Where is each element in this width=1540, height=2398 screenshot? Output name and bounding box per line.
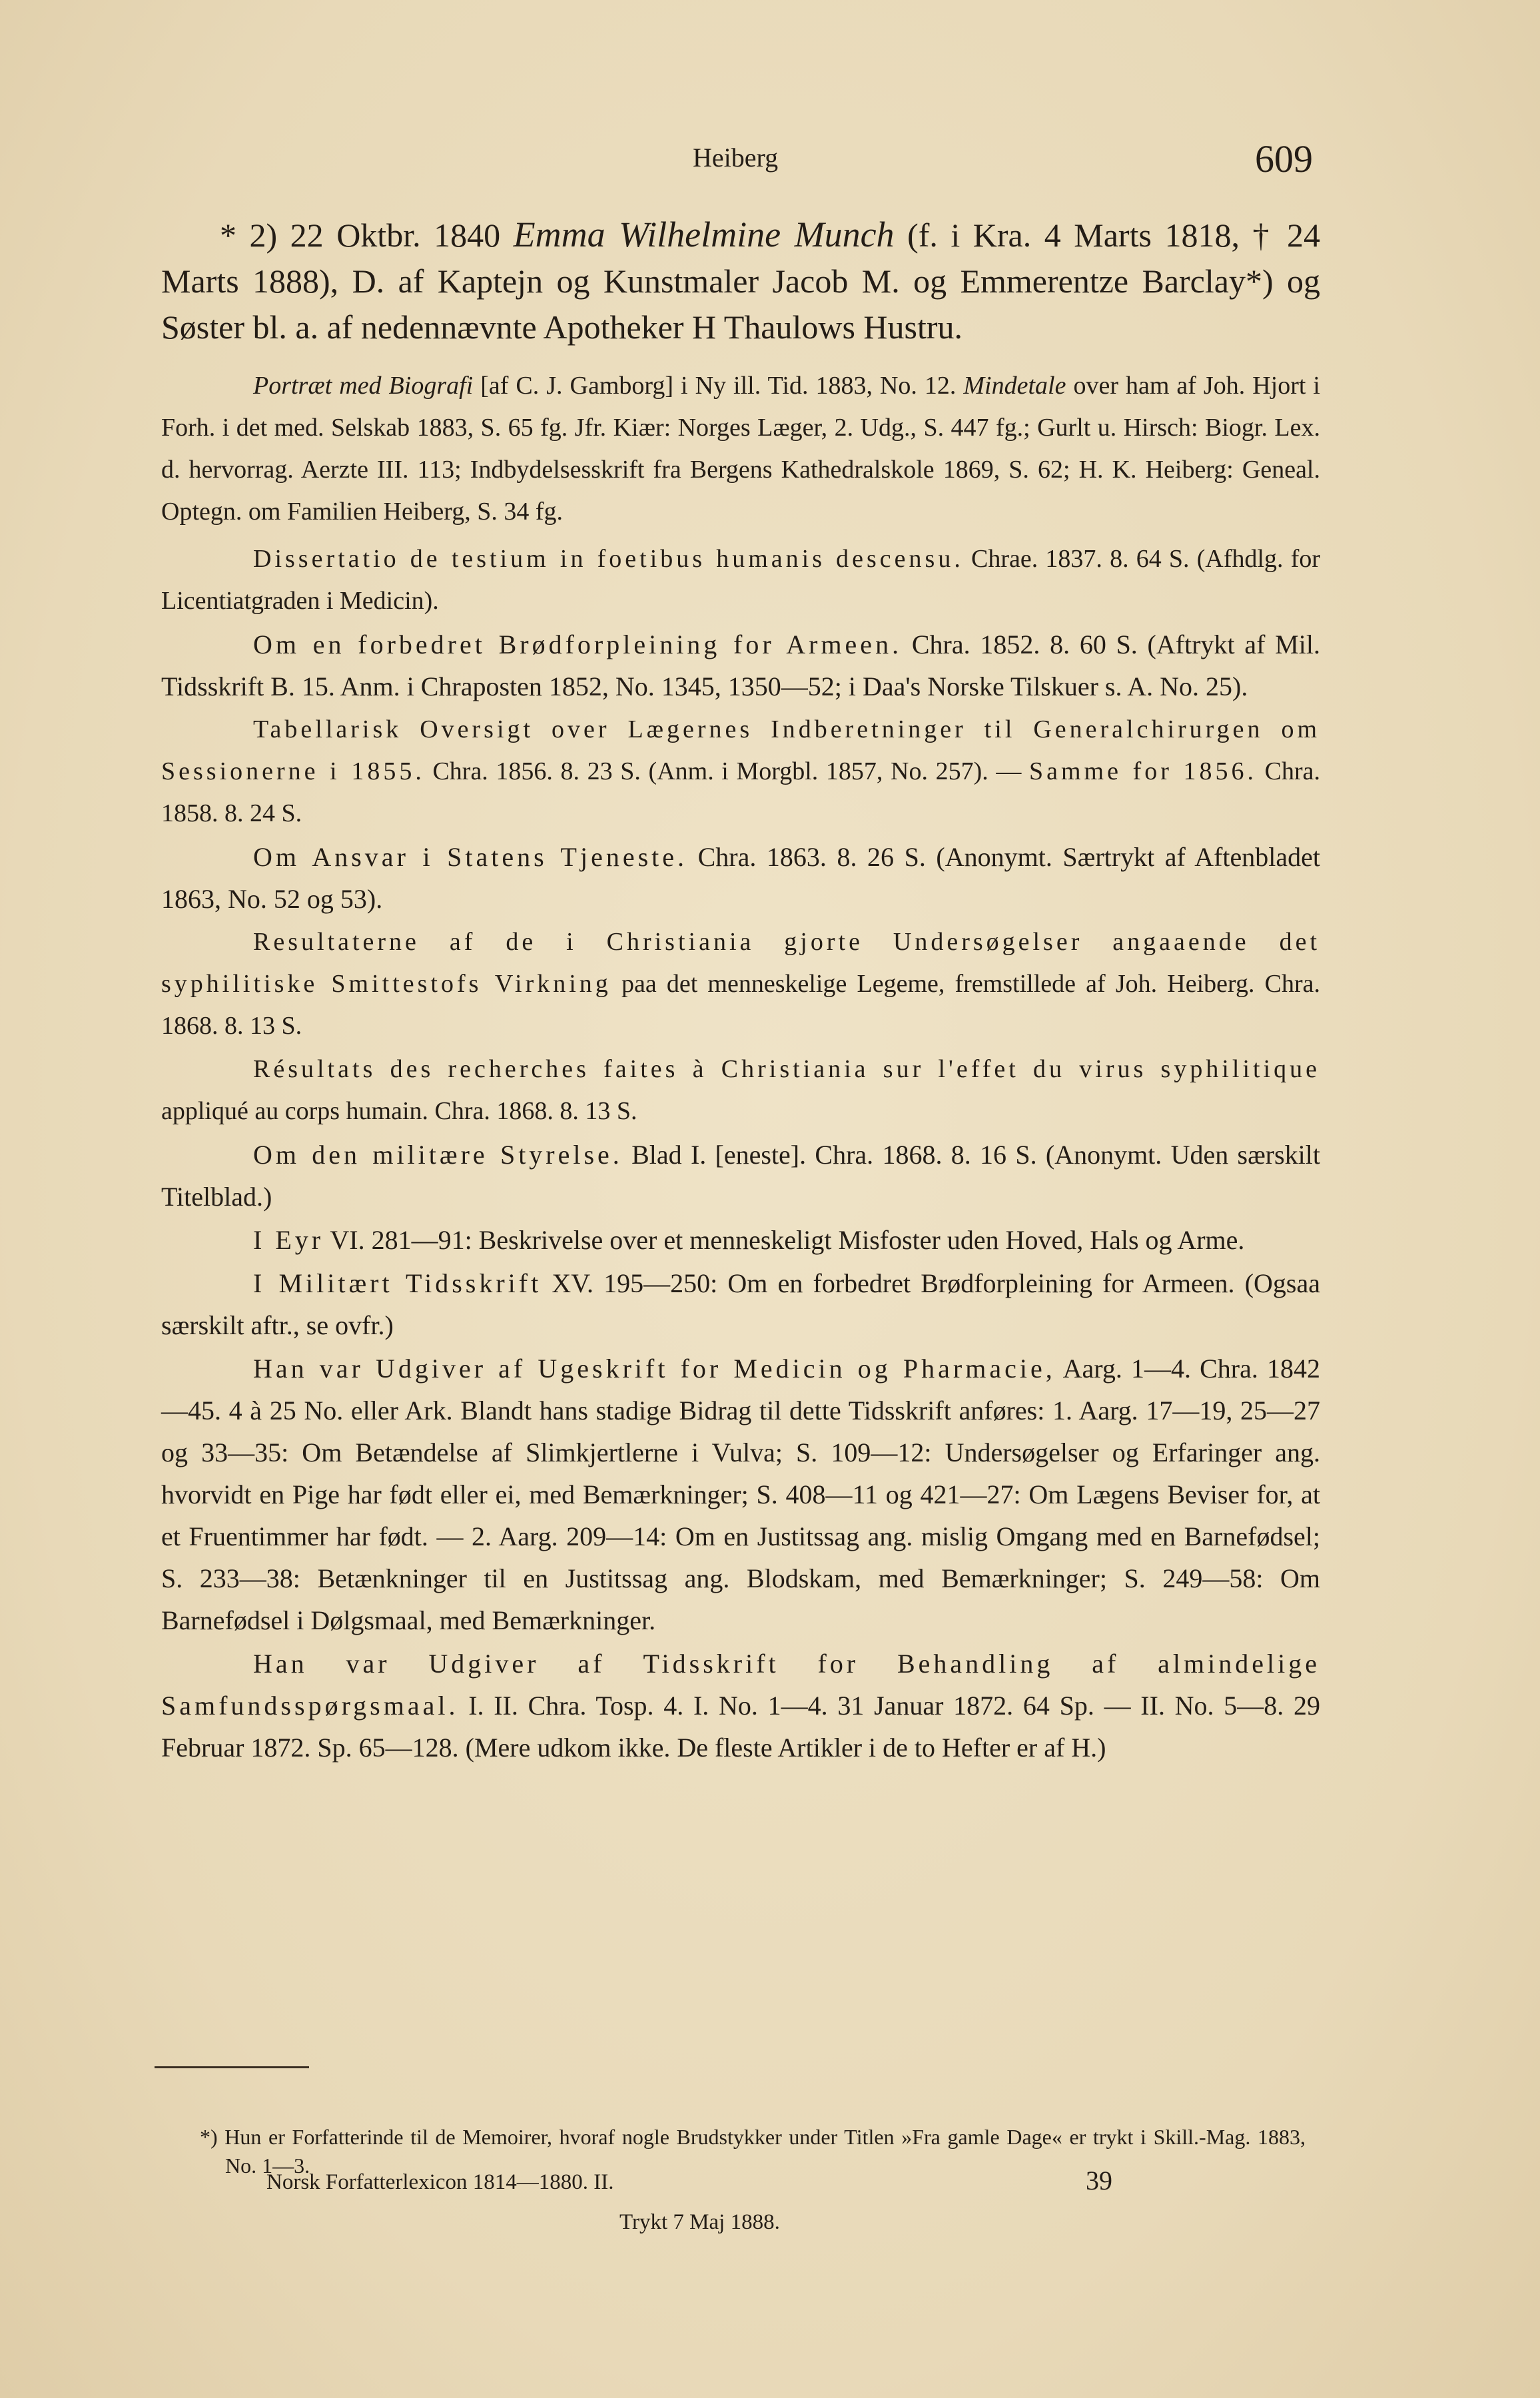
work-entry (161, 538, 1320, 622)
work-details: paa det menneskelige Legeme, fremstillede af Joh. Heiberg. Chra. 1868. 8. 13 S. (161, 970, 1321, 1040)
work-entry (161, 1048, 1320, 1132)
signature-number: 39 (1086, 2166, 1112, 2196)
marriage-entry (161, 212, 1320, 350)
work-entry (161, 1348, 1320, 1641)
work-entry (161, 709, 1320, 835)
work-title: Han var Udgiver af Ugeskrift for Medicin og Pharmacie, (253, 1354, 1056, 1384)
work-entry (161, 836, 1320, 920)
work-details: I. II. Chra. Tosp. 4. I. No. 1—4. 31 Januar 1872. 64 Sp. — II. No. 5—8. 29 Februar 1872. Sp. 65—128. (Mere udkom ikke. De fleste Artikler i de to Hefter er af H.) (161, 1691, 1320, 1763)
marriage-details: (f. i Kra. 4 Marts 1818, † 24 Marts 1888), D. af Kaptejn og Kunstmaler Jacob M. og Emmerentze Barclay*) og Søster bl. a. af nedennævnte Apotheker H Thaulows Hustru. (161, 216, 1320, 346)
work-title: Han var Udgiver af Tidsskrift for Behandling af almindelige Samfundsspørgsmaal. (161, 1649, 1320, 1721)
work-title: Tabellarisk Oversigt over Lægernes Indberetninger til Generalchirurgen om Sessionerne i 1855. (161, 715, 1320, 785)
work-entry (161, 623, 1320, 707)
footnote: *) Hun er Forfatterinde til de Memoirer, hvoraf nogle Brudstykker under Titlen »Fra gamle Dage« er trykt i Skill.-Mag. 1883, No. 1—3. (200, 2125, 1306, 2178)
work-entry (161, 1219, 1320, 1261)
work-details: Aarg. 1—4. Chra. 1842—45. 4 à 25 No. eller Ark. Blandt hans stadige Bidrag til dette Tidsskrift anføres: 1. Aarg. 17—19, 25—27 og 33—35: Om Betændelse af Slimkjertlerne i Vulva; S. 109—12: Undersøgelser og Erfaringer ang. hvorvidt en Pige har født eller ei, med Bemærkninger; S. 408—11 og 421—27: Om Lægens Beviser for, at et Fruentimmer har født. — 2. Aarg. 209—14: Om en Justitssag ang. mislig Omgang med en Barnefødsel; S. 233—38: Betænkninger til en Justitssag ang. Blodskam, med Bemærkninger; S. 249—58: Om Barnefødsel i Dølgsmaal, med Bemærkninger. (161, 1354, 1320, 1635)
work-details: Chra. 1863. 8. 26 S. (Anonymt. Særtrykt af Aftenbladet 1863, No. 52 og 53). (161, 842, 1321, 914)
work-details: Chra. 1856. 8. 23 S. (Anm. i Morgbl. 1857, No. 257). — (424, 757, 1029, 785)
article-body (161, 212, 1320, 1769)
bio-text-2: over ham af Joh. Hjort i Forh. i det med. Selskab 1883, S. 65 fg. Jfr. Kiær: Norges Læger, 2. Udg., S. 447 fg.; Gurlt u. Hirsch: Biogr. Lex. d. hervorrag. Aerzte III. 113; Indbydelsesskrift fra Bergens Kathedralskole 1869, S. 62; H. K. Heiberg: Geneal. Optegn. om Familien Heiberg, S. 34 fg. (161, 372, 1320, 526)
page-header (0, 137, 1540, 190)
page-number: 609 (1255, 137, 1313, 181)
work-details: Blad I. [eneste]. Chra. 1868. 8. 16 S. (Anonymt. Uden særskilt Titelblad.) (161, 1140, 1320, 1212)
work-entry (161, 1262, 1320, 1346)
work-title: Om den militære Styrelse. (253, 1140, 623, 1170)
work-title: Résultats des recherches faites à Christiania sur l'effet du virus syphilitique (253, 1055, 1320, 1083)
work-title: I Militært Tidsskrift (253, 1268, 542, 1298)
work-title: Resultaterne af de i Christiania gjorte Undersøgelser angaaende det syphilitiske Smittestofs Virkning (161, 928, 1320, 998)
biography-references (161, 365, 1320, 533)
works-list (161, 538, 1320, 1769)
spouse-name: Emma Wilhelmine Munch (513, 214, 895, 254)
footnote-divider (155, 2066, 309, 2068)
work-details: Chra. 1852. 8. 60 S. (Aftrykt af Mil. Tidsskrift B. 15. Anm. i Chraposten 1852, No. 1345, 1350—52; i Daa's Norske Tilskuer s. A. No. 25). (161, 629, 1320, 701)
work-entry (161, 1643, 1320, 1769)
work-entry (161, 1134, 1320, 1218)
print-date: Trykt 7 Maj 1888. (619, 2210, 780, 2234)
work-details: VI. 281—91: Beskrivelse over et menneskeligt Misfoster uden Hoved, Hals og Arme. (324, 1225, 1245, 1255)
portrait-reference: Portræt med Biografi (253, 372, 474, 400)
signature-line: Norsk Forfatterlexicon 1814—1880. II. (266, 2170, 614, 2194)
marriage-prefix: * 2) 22 Oktbr. 1840 (220, 216, 514, 254)
work-title: Om en forbedret Brødforpleining for Armeen. (253, 629, 903, 659)
work-title: Samme for 1856. (1029, 757, 1258, 785)
work-entry (161, 921, 1320, 1047)
work-details: Chra. 1858. 8. 24 S. (161, 757, 1321, 827)
work-title: I Eyr (253, 1225, 324, 1255)
bio-text-1: [af C. J. Gamborg] i Ny ill. Tid. 1883, No. 12. (473, 372, 964, 400)
work-title: Dissertatio de testium in foetibus humanis descensu. (253, 545, 964, 573)
work-title: Om Ansvar i Statens Tjeneste. (253, 842, 688, 872)
work-details: Chrae. 1837. 8. 64 S. (Afhdlg. for Licentiatgraden i Medicin). (161, 545, 1321, 615)
running-head: Heiberg (693, 143, 779, 173)
mindetale-reference: Mindetale (963, 372, 1066, 400)
work-details: XV. 195—250: Om en forbedret Brødforpleining for Armeen. (Ogsaa særskilt aftr., se ovfr.) (161, 1268, 1321, 1340)
work-details: appliqué au corps humain. Chra. 1868. 8. 13 S. (161, 1097, 637, 1125)
